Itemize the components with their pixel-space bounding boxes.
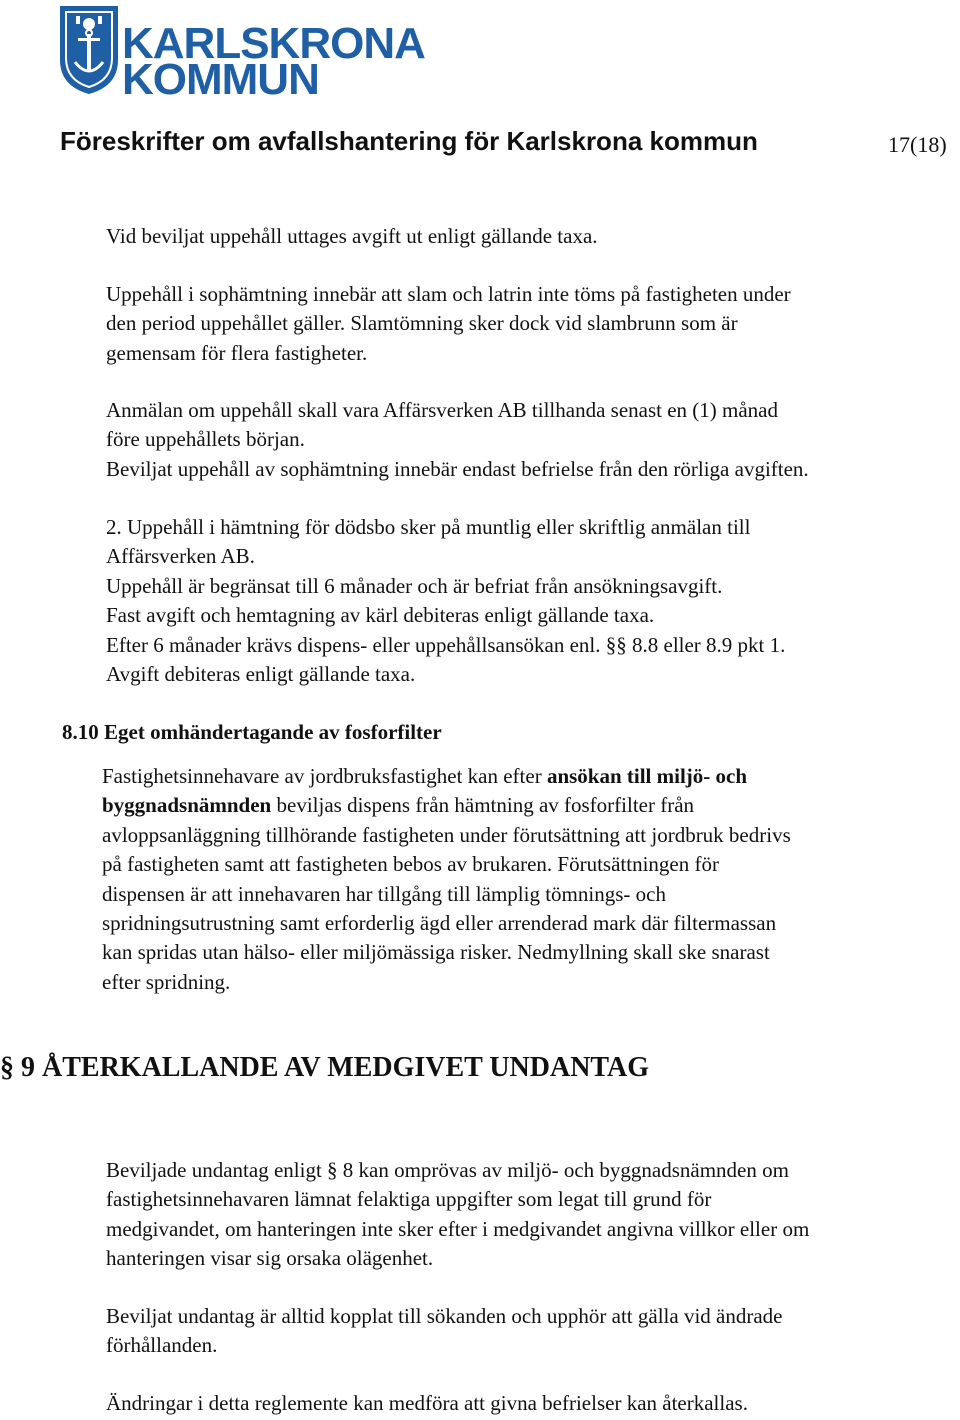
text-line: Beviljade undantag enligt § 8 kan omprövas av miljö- och byggnadsnämnden om	[106, 1158, 789, 1182]
text-line: gemensam för flera fastigheter.	[106, 340, 368, 365]
text-line	[102, 762, 791, 791]
text-line: Beviljat uppehåll av sophämtning innebär endast befrielse från den rörliga avgiften.	[106, 456, 809, 481]
text-line: Beviljat undantag är alltid kopplat till sökanden och upphör att gälla vid ändrade	[106, 1304, 783, 1328]
text-span: beviljas dispens från hämtning av fosforfilter från	[271, 793, 695, 818]
text-line: dispensen är att innehavaren har tillgång till lämplig tömnings- och	[102, 881, 666, 906]
paragraph-3	[106, 396, 809, 484]
text-line: avloppsanläggning tillhörande fastigheten under förutsättning att jordbruk bedrivs	[102, 822, 791, 847]
chapter-9-paragraph-2	[106, 1302, 782, 1361]
bold-text: byggnadsnämnden	[102, 793, 272, 818]
text-span: Fastighetsinnehavare av jordbruksfastighet kan efter	[102, 764, 547, 788]
logo-text-line1: KARLSKRONA	[122, 19, 425, 68]
text-line: spridningsutrustning samt erforderlig ägd eller arrenderad mark där filtermassan	[102, 911, 777, 936]
coat-of-arms-icon	[58, 2, 120, 96]
page-number: 17(18)	[888, 132, 947, 157]
bold-text: ansökan till miljö- och	[546, 764, 748, 788]
section-8-10-body	[102, 762, 791, 997]
chapter-heading-9: § 9 ÅTERKALLANDE AV MEDGIVET UNDANTAG	[0, 1052, 650, 1083]
text-line: efter spridning.	[102, 969, 231, 994]
paragraph-1	[106, 222, 598, 251]
text-line	[102, 791, 791, 820]
chapter-9-paragraph-1	[106, 1156, 809, 1274]
text-line: Vid beviljat uppehåll uttages avgift ut enligt gällande taxa.	[106, 224, 598, 248]
text-line: Ändringar i detta reglemente kan medföra att givna befrielser kan återkallas.	[106, 1391, 748, 1415]
text-line: Efter 6 månader krävs dispens- eller uppehållsansökan enl. §§ 8.8 eller 8.9 pkt 1.	[106, 632, 786, 657]
text-line: den period uppehållet gäller. Slamtömning sker dock vid slambrunn som är	[106, 311, 738, 336]
text-line: kan spridas utan hälso- eller miljömässiga risker. Nedmyllning skall ske snarast	[102, 940, 770, 965]
text-line: före uppehållets början.	[106, 427, 305, 452]
logo-text-line2: KOMMUN	[122, 55, 319, 104]
paragraph-2	[106, 280, 791, 368]
text-line: medgivandet, om hanteringen inte sker efter i medgivandet angivna villkor eller om	[106, 1216, 810, 1241]
text-line: Fast avgift och hemtagning av kärl debiteras enligt gällande taxa.	[106, 603, 655, 628]
text-line: 2. Uppehåll i hämtning för dödsbo sker på muntlig eller skriftlig anmälan till	[106, 515, 751, 539]
chapter-9-paragraph-3	[106, 1389, 748, 1418]
text-line: fastighetsinnehavaren lämnat felaktiga uppgifter som legat till grund för	[106, 1187, 712, 1212]
text-line: hanteringen visar sig orsaka olägenhet.	[106, 1246, 434, 1271]
text-line: Affärsverken AB.	[106, 544, 255, 569]
paragraph-4	[106, 513, 785, 689]
text-line: på fastigheten samt att fastigheten bebos av brukaren. Förutsättningen för	[102, 852, 719, 877]
document-title: Föreskrifter om avfallshantering för Karlskrona kommun	[60, 126, 758, 156]
text-line: Anmälan om uppehåll skall vara Affärsverken AB tillhanda senast en (1) månad	[106, 398, 778, 422]
text-line: Avgift debiteras enligt gällande taxa.	[106, 662, 416, 687]
text-line: förhållanden.	[106, 1333, 218, 1358]
section-heading-8-10: 8.10 Eget omhändertagande av fosforfilter	[62, 720, 442, 744]
text-line: Uppehåll är begränsat till 6 månader och är befriat från ansökningsavgift.	[106, 573, 723, 598]
text-line: Uppehåll i sophämtning innebär att slam och latrin inte töms på fastigheten under	[106, 282, 791, 306]
